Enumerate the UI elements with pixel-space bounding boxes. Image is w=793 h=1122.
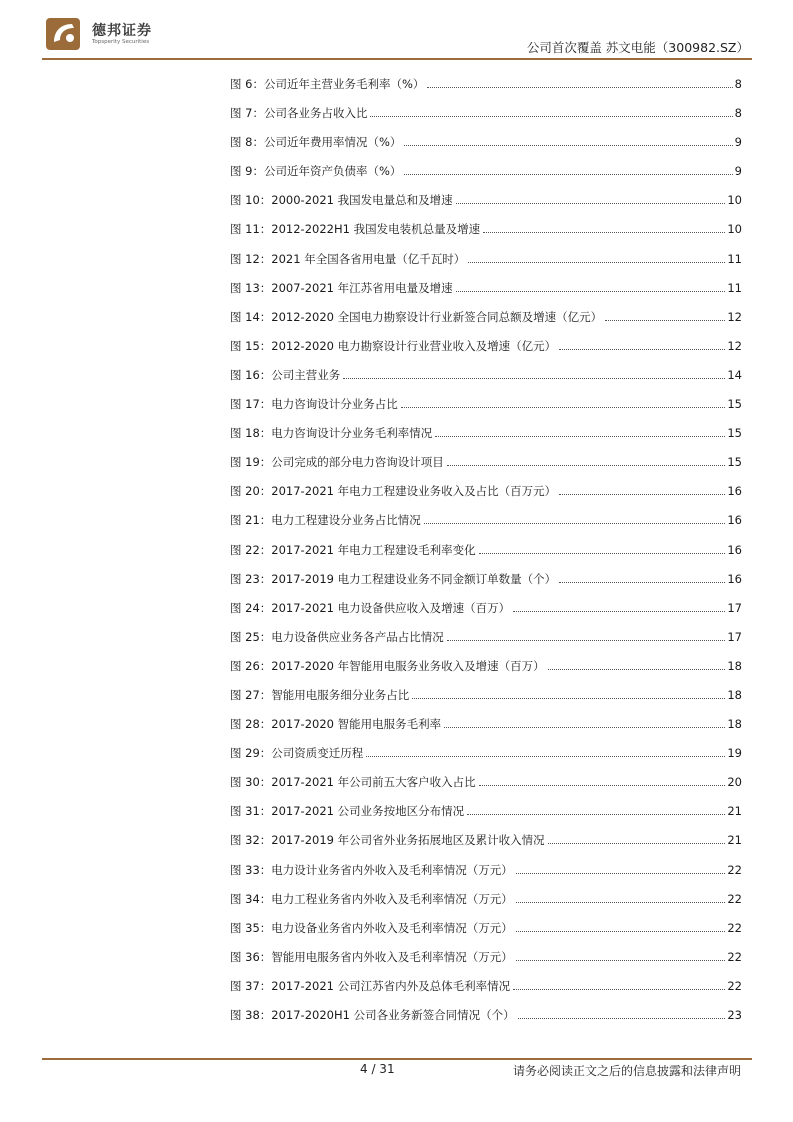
- footer-divider: [42, 1058, 752, 1060]
- toc-leader-dots: [447, 465, 726, 466]
- company-logo: [44, 14, 204, 54]
- toc-entry-label: 图 28：2017-2020 智能用电服务毛利率: [230, 717, 442, 732]
- toc-entry[interactable]: [230, 188, 742, 217]
- toc-leader-dots: [401, 407, 726, 408]
- toc-entry-page: 8: [734, 106, 742, 121]
- toc-leader-dots: [343, 378, 725, 379]
- toc-leader-dots: [548, 843, 726, 844]
- toc-entry[interactable]: [230, 916, 742, 945]
- toc-entry-page: 9: [734, 164, 742, 179]
- toc-entry[interactable]: [230, 596, 742, 625]
- toc-leader-dots: [456, 203, 726, 204]
- toc-entry-label: 图 6：公司近年主营业务毛利率（%）: [230, 77, 425, 91]
- toc-entry-label: 图 15：2012-2020 电力勘察设计行业营业收入及增速（亿元）: [230, 338, 557, 353]
- toc-entry-label: 图 8：公司近年费用率情况（%）: [230, 135, 402, 150]
- toc-entry[interactable]: [230, 421, 742, 450]
- toc-entry-page: 22: [727, 862, 742, 877]
- toc-leader-dots: [559, 349, 725, 350]
- toc-entry-page: 18: [727, 658, 742, 673]
- toc-entry-page: 8: [734, 77, 742, 91]
- toc-entry-label: 图 17：电力咨询设计分业务占比: [230, 397, 398, 412]
- toc-leader-dots: [516, 873, 726, 874]
- toc-entry-page: 9: [734, 135, 742, 150]
- toc-entry-label: 图 33：电力设计业务省内外收入及毛利率情况（万元）: [230, 862, 513, 877]
- logo-name-en: Topsperity Securities: [92, 39, 150, 45]
- toc-entry-label: 图 31：2017-2021 公司业务按地区分布情况: [230, 804, 465, 819]
- toc-leader-dots: [483, 232, 725, 233]
- toc-entry-label: 图 36：智能用电服务省内外收入及毛利率情况（万元）: [230, 949, 513, 964]
- toc-leader-dots: [444, 727, 725, 728]
- toc-entry-page: 15: [727, 397, 742, 412]
- toc-entry[interactable]: [230, 654, 742, 683]
- toc-entry-page: 12: [727, 338, 742, 353]
- toc-entry[interactable]: [230, 305, 742, 334]
- toc-entry[interactable]: [230, 101, 742, 130]
- toc-entry[interactable]: [230, 887, 742, 916]
- toc-entry-page: 22: [727, 978, 742, 993]
- toc-leader-dots: [479, 553, 726, 554]
- toc-entry-label: 图 14：2012-2020 全国电力勘察设计行业新签合同总额及增速（亿元）: [230, 309, 603, 324]
- toc-entry-page: 11: [727, 280, 742, 295]
- toc-entry[interactable]: [230, 858, 742, 887]
- toc-entry-label: 图 34：电力工程业务省内外收入及毛利率情况（万元）: [230, 891, 513, 906]
- toc-entry-label: 图 13：2007-2021 年江苏省用电量及增速: [230, 280, 453, 295]
- toc-entry-label: 图 32：2017-2019 年公司省外业务拓展地区及累计收入情况: [230, 833, 545, 848]
- toc-leader-dots: [516, 931, 726, 932]
- toc-leader-dots: [447, 640, 726, 641]
- page-header: [0, 0, 793, 62]
- toc-leader-dots: [605, 320, 725, 321]
- figure-list: [230, 72, 742, 1032]
- toc-entry-page: 23: [727, 1008, 742, 1022]
- toc-entry[interactable]: [230, 72, 742, 101]
- header-divider: [42, 58, 752, 60]
- toc-entry[interactable]: [230, 276, 742, 305]
- toc-leader-dots: [456, 291, 726, 292]
- toc-leader-dots: [513, 989, 725, 990]
- toc-entry-label: 图 10：2000-2021 我国发电量总和及增速: [230, 193, 453, 208]
- toc-entry-label: 图 18：电力咨询设计分业务毛利率情况: [230, 426, 433, 441]
- toc-entry-page: 22: [727, 920, 742, 935]
- toc-leader-dots: [404, 174, 732, 175]
- toc-leader-dots: [404, 145, 732, 146]
- toc-entry-label: 图 11：2012-2022H1 我国发电装机总量及增速: [230, 222, 481, 237]
- toc-entry[interactable]: [230, 828, 742, 857]
- toc-entry-page: 11: [727, 251, 742, 266]
- toc-entry[interactable]: [230, 974, 742, 1003]
- toc-entry-label: 图 35：电力设备业务省内外收入及毛利率情况（万元）: [230, 920, 513, 935]
- toc-entry-label: 图 12：2021 年全国各省用电量（亿千瓦时）: [230, 251, 466, 266]
- toc-entry[interactable]: [230, 741, 742, 770]
- toc-leader-dots: [435, 436, 725, 437]
- logo-mark-icon: [44, 14, 84, 54]
- toc-entry-page: 10: [727, 193, 742, 208]
- toc-entry[interactable]: [230, 799, 742, 828]
- toc-entry-page: 16: [727, 513, 742, 528]
- page-number: 4 / 31: [360, 1062, 395, 1076]
- toc-entry-page: 12: [727, 309, 742, 324]
- toc-entry-page: 14: [727, 367, 742, 382]
- toc-entry[interactable]: [230, 392, 742, 421]
- toc-entry[interactable]: [230, 159, 742, 188]
- toc-entry-page: 21: [727, 804, 742, 819]
- toc-entry-label: 图 26：2017-2020 年智能用电服务业务收入及增速（百万）: [230, 658, 545, 673]
- toc-leader-dots: [548, 669, 726, 670]
- toc-leader-dots: [424, 523, 726, 524]
- toc-entry-label: 图 16：公司主营业务: [230, 367, 341, 382]
- toc-entry-label: 图 27：智能用电服务细分业务占比: [230, 687, 410, 702]
- logo-name-cn: 德邦证券: [92, 23, 152, 39]
- toc-entry-label: 图 21：电力工程建设分业务占比情况: [230, 513, 421, 528]
- toc-entry[interactable]: [230, 450, 742, 479]
- toc-entry-page: 19: [727, 746, 742, 761]
- toc-leader-dots: [412, 698, 725, 699]
- toc-entry[interactable]: [230, 130, 742, 159]
- toc-entry-page: 17: [727, 629, 742, 644]
- toc-entry-page: 18: [727, 687, 742, 702]
- toc-entry-label: 图 23：2017-2019 电力工程建设业务不同金额订单数量（个）: [230, 571, 557, 586]
- toc-entry-page: 10: [727, 222, 742, 237]
- toc-leader-dots: [516, 902, 726, 903]
- toc-entry[interactable]: [230, 508, 742, 537]
- toc-leader-dots: [516, 960, 726, 961]
- toc-entry[interactable]: [230, 945, 742, 974]
- toc-entry-label: 图 30：2017-2021 年公司前五大客户收入占比: [230, 775, 476, 790]
- toc-entry-label: 图 29：公司资质变迁历程: [230, 746, 364, 761]
- toc-entry[interactable]: [230, 217, 742, 246]
- toc-entry[interactable]: [230, 479, 742, 508]
- toc-entry-page: 15: [727, 455, 742, 470]
- toc-entry-page: 15: [727, 426, 742, 441]
- toc-entry-label: 图 20：2017-2021 年电力工程建设业务收入及占比（百万元）: [230, 484, 557, 499]
- toc-entry-page: 22: [727, 949, 742, 964]
- toc-entry[interactable]: [230, 625, 742, 654]
- report-title: 公司首次覆盖 苏文电能（300982.SZ）: [526, 40, 749, 55]
- toc-entry-page: 21: [727, 833, 742, 848]
- toc-leader-dots: [518, 1018, 726, 1019]
- toc-entry-page: 22: [727, 891, 742, 906]
- toc-entry-label: 图 9：公司近年资产负债率（%）: [230, 164, 402, 179]
- toc-entry[interactable]: [230, 712, 742, 741]
- toc-entry[interactable]: [230, 247, 742, 276]
- toc-entry-label: 图 22：2017-2021 年电力工程建设毛利率变化: [230, 542, 476, 557]
- toc-entry-label: 图 24：2017-2021 电力设备供应收入及增速（百万）: [230, 600, 511, 615]
- toc-leader-dots: [366, 756, 725, 757]
- toc-entry[interactable]: [230, 1003, 742, 1032]
- toc-leader-dots: [468, 262, 725, 263]
- toc-leader-dots: [513, 611, 725, 612]
- toc-entry[interactable]: [230, 567, 742, 596]
- toc-entry-label: 图 25：电力设备供应业务各产品占比情况: [230, 629, 444, 644]
- toc-leader-dots: [370, 116, 732, 117]
- legal-disclaimer: 请务必阅读正文之后的信息披露和法律声明: [512, 1064, 741, 1078]
- toc-entry-page: 18: [727, 717, 742, 732]
- toc-entry-page: 16: [727, 542, 742, 557]
- toc-entry-label: 图 37：2017-2021 公司江苏省内外及总体毛利率情况: [230, 978, 511, 993]
- toc-entry[interactable]: [230, 770, 742, 799]
- toc-entry-label: 图 7：公司各业务占收入比: [230, 106, 368, 121]
- toc-leader-dots: [479, 785, 726, 786]
- toc-entry-page: 16: [727, 484, 742, 499]
- toc-leader-dots: [559, 582, 725, 583]
- toc-entry[interactable]: [230, 363, 742, 392]
- toc-entry[interactable]: [230, 683, 742, 712]
- toc-entry-label: 图 38：2017-2020H1 公司各业务新签合同情况（个）: [230, 1008, 515, 1022]
- toc-entry-page: 17: [727, 600, 742, 615]
- toc-leader-dots: [559, 494, 725, 495]
- toc-entry-page: 20: [727, 775, 742, 790]
- toc-leader-dots: [467, 814, 725, 815]
- toc-leader-dots: [427, 87, 732, 88]
- toc-entry[interactable]: [230, 334, 742, 363]
- toc-entry[interactable]: [230, 538, 742, 567]
- toc-entry-page: 16: [727, 571, 742, 586]
- toc-entry-label: 图 19：公司完成的部分电力咨询设计项目: [230, 455, 444, 470]
